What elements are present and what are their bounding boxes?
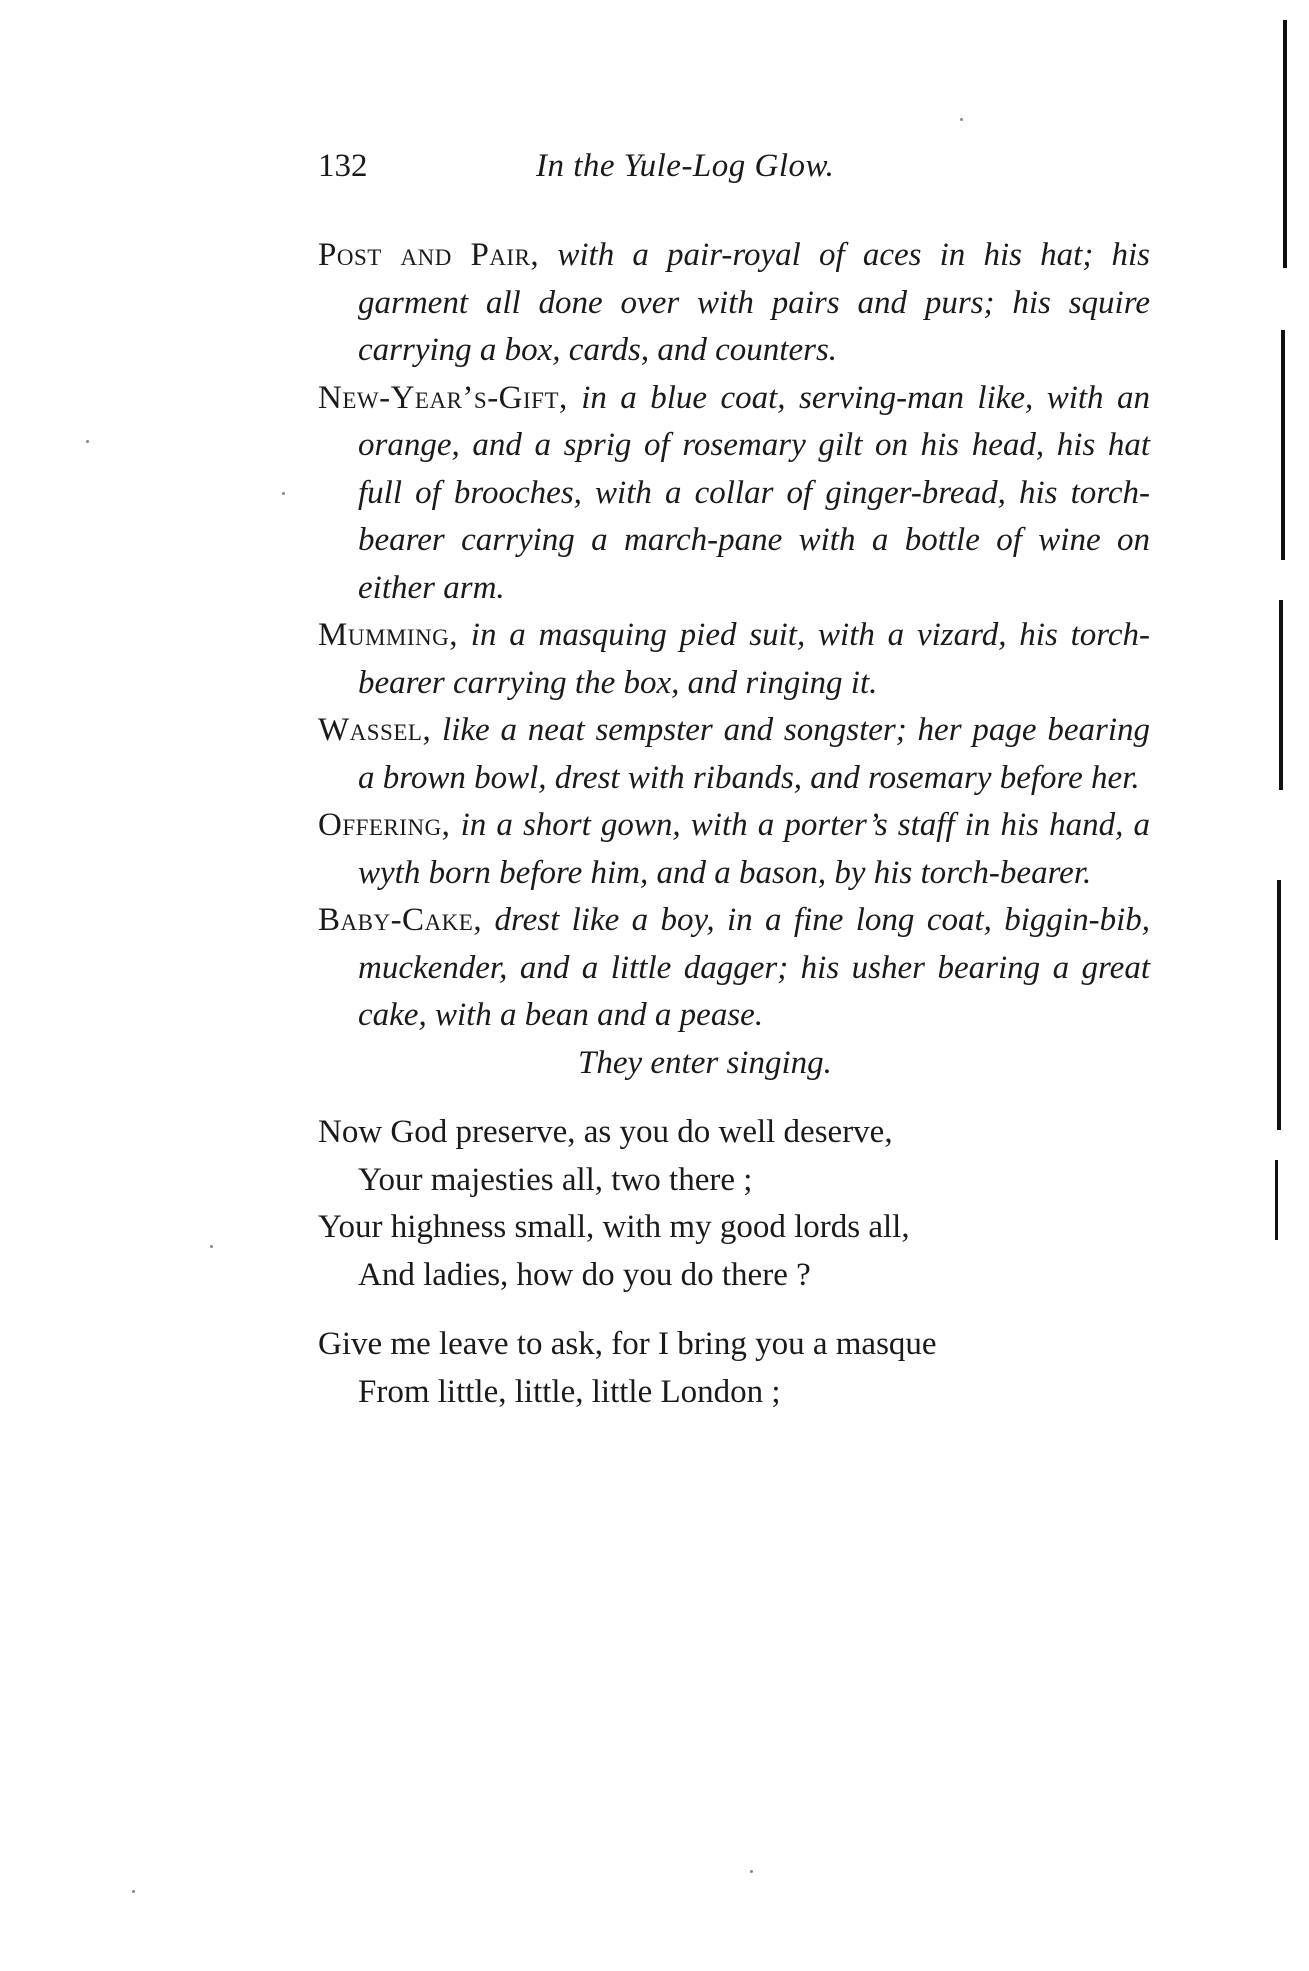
verse-line: From little, little, little London ; <box>358 1373 781 1410</box>
binding-edge-line <box>1283 20 1287 268</box>
character-entry-post-and-pair <box>318 232 1150 375</box>
character-entry-baby-cake <box>318 897 1150 1040</box>
verse-line: Your highness small, with my good lords all, <box>318 1209 910 1245</box>
character-description: in a masquing pied suit, with a vizard, his torch-bearer carrying the box, and ringing it. <box>358 617 1151 701</box>
binding-edge-line <box>1277 880 1281 1130</box>
scan-speck <box>132 1890 135 1893</box>
scan-speck <box>960 118 963 121</box>
binding-edge-line <box>1275 1160 1278 1240</box>
verse-line: Now God preserve, as you do well deserve, <box>318 1114 893 1150</box>
verse-line: Give me leave to ask, for I bring you a masque <box>318 1326 937 1362</box>
character-description: drest like a boy, in a fine long coat, biggin-bib, muckender, and a little dagger; his usher bearing a great cake, with a bean and a pease. <box>358 902 1151 1033</box>
page-header <box>318 148 1148 198</box>
character-name: Baby-Cake, <box>318 902 483 938</box>
verse-line: Your majesties all, two there ; <box>358 1161 753 1198</box>
character-name: Mumming, <box>318 617 458 653</box>
character-name: Offering, <box>318 807 451 843</box>
character-description: in a short gown, with a porter’s staff in his hand, a wyth born before him, and a bason, by his torch-bearer. <box>358 807 1151 891</box>
scan-speck <box>750 1870 753 1873</box>
character-entry-mumming <box>318 612 1150 707</box>
running-title: In the Yule-Log Glow. <box>536 148 835 184</box>
page-number: 132 <box>318 148 368 184</box>
scan-speck <box>282 492 285 495</box>
character-entry-new-years-gift <box>318 375 1150 613</box>
verse-stanza <box>318 1109 1150 1299</box>
verse-stanza <box>318 1321 1150 1416</box>
scan-speck <box>86 440 89 443</box>
character-description: in a blue coat, serving-man like, with an orange, and a sprig of rosemary gilt on his head, his hat full of brooches, with a collar of ginger-bread, his torch-bearer carrying a march-pane with a bottle of wine on either arm. <box>358 379 1150 606</box>
binding-edge-line <box>1279 600 1283 790</box>
character-description: with a pair-royal of aces in his hat; his garment all done over with pairs and purs; his squire carrying a box, cards, and counters. <box>358 237 1150 368</box>
scan-speck <box>210 1245 213 1248</box>
character-description: like a neat sempster and songster; her page bearing a brown bowl, drest with ribands, and rosemary before her. <box>358 712 1150 796</box>
character-name: New-Year’s-Gift, <box>318 379 568 416</box>
character-entry-offering <box>318 802 1150 897</box>
stage-direction: They enter singing. <box>578 1044 832 1081</box>
verse-line: And ladies, how do you do there ? <box>358 1256 811 1293</box>
character-name: Post and Pair, <box>318 237 540 273</box>
binding-edge-line <box>1281 330 1285 560</box>
character-name: Wassel, <box>318 712 432 748</box>
character-entry-wassel <box>318 707 1150 802</box>
page-body <box>318 232 1150 1438</box>
